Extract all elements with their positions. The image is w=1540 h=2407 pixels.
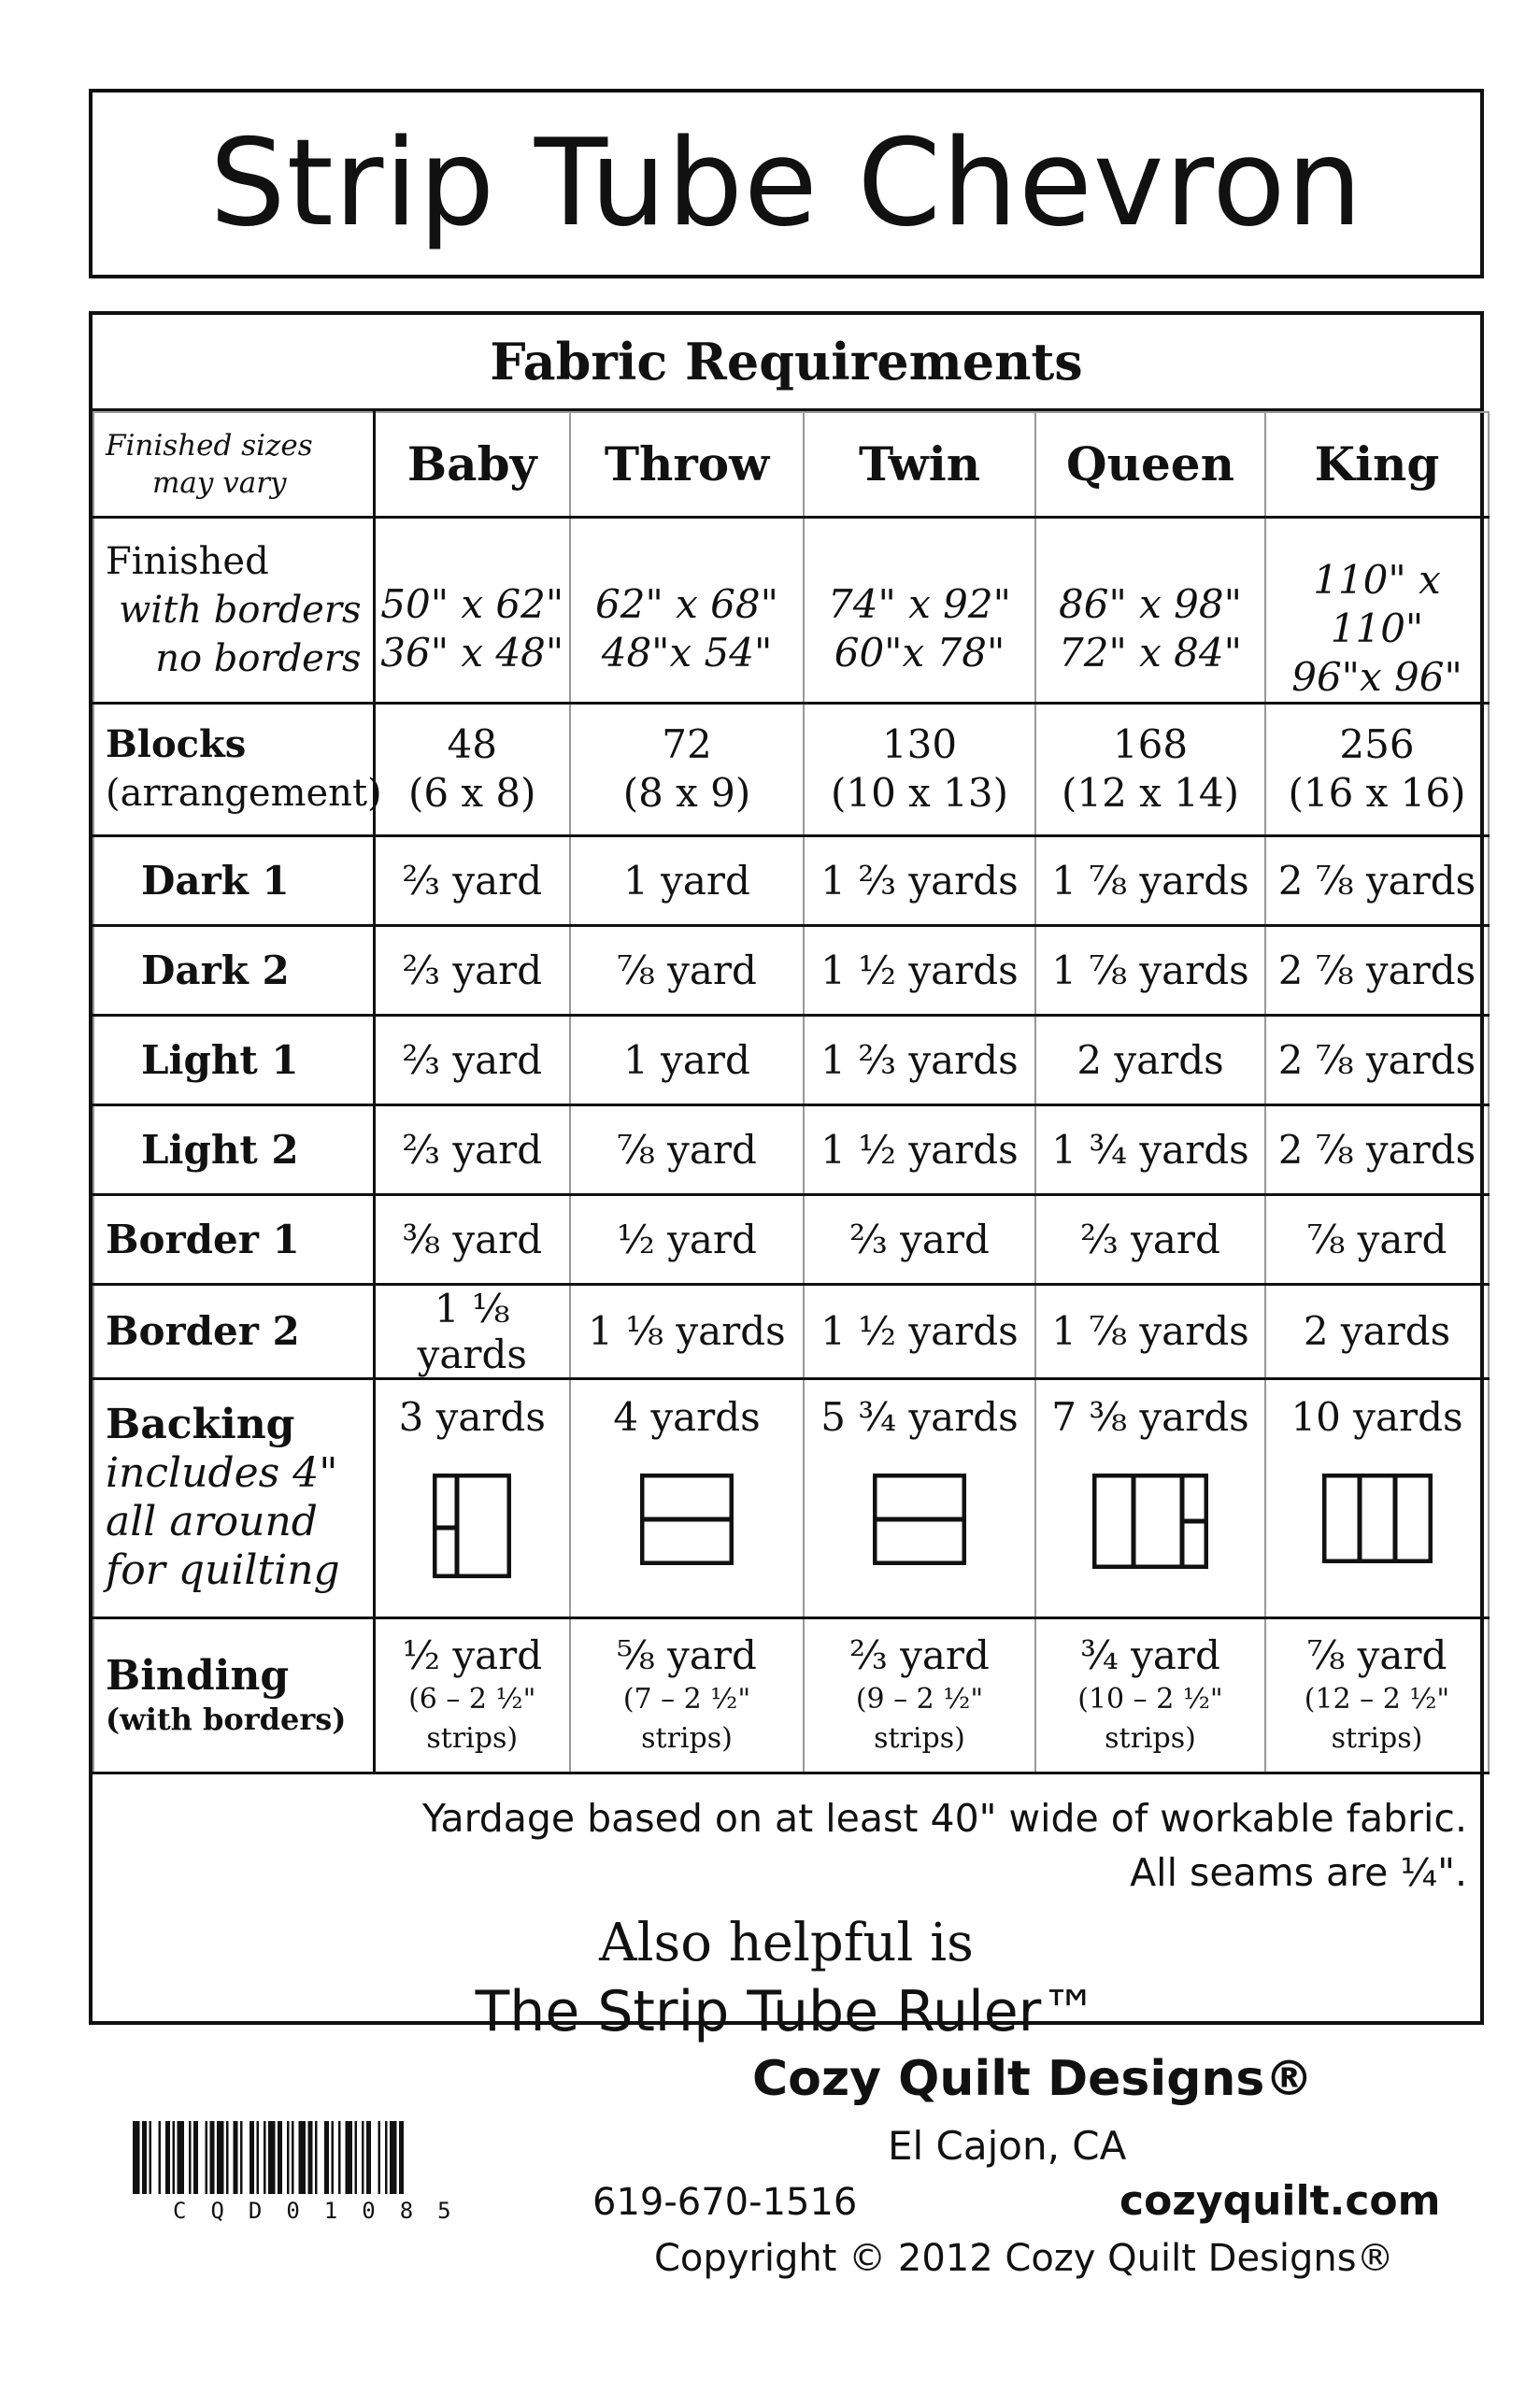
row-cell: ⅔ yard	[1035, 1194, 1265, 1284]
fabric-table	[93, 411, 1490, 1774]
row-cell: ⅔ yard	[374, 1104, 570, 1194]
row-cell: 1 yard	[570, 1015, 804, 1104]
barcode-bar	[287, 2121, 290, 2194]
barcode-bar	[324, 2121, 329, 2194]
row-label: Light 1	[93, 1015, 374, 1104]
binding-label: Binding (with borders)	[93, 1617, 374, 1773]
barcode-bar	[159, 2121, 162, 2194]
blocks-row	[93, 703, 1489, 835]
seams-note: All seams are ¼".	[1130, 1849, 1467, 1895]
size-header-king: King	[1265, 412, 1489, 517]
finished-label: Finished with borders no borders	[93, 517, 374, 703]
row-label: Border 2	[93, 1284, 374, 1378]
barcode-bar	[278, 2121, 282, 2194]
fabric-row-dark-2	[93, 925, 1489, 1015]
barcode-bar	[206, 2121, 208, 2194]
fabric-requirements-box	[89, 311, 1484, 2044]
barcode-bar	[173, 2121, 176, 2194]
finished-cell: 86" x 98" 72" x 84"	[1035, 517, 1265, 703]
strip-tube-ruler-text: The Strip Tube Ruler™	[475, 1978, 1098, 2044]
backing-diagram-icon	[433, 1474, 511, 1578]
backing-diagram-icon	[1092, 1474, 1208, 1569]
row-label: Border 1	[93, 1194, 374, 1284]
blocks-cell: 256 (16 x 16)	[1265, 703, 1489, 835]
barcode-bar	[150, 2121, 152, 2194]
backing-label: Backing includes 4" all around for quilting	[93, 1378, 374, 1617]
backing-cell: 4 yards	[570, 1378, 804, 1617]
barcode-bar	[399, 2121, 404, 2194]
company-phone: 619-670-1516	[592, 2181, 858, 2224]
finished-row	[93, 517, 1489, 703]
barcode-bar	[390, 2121, 397, 2194]
barcode-bar	[240, 2121, 243, 2194]
row-cell: 1 ½ yards	[804, 1104, 1035, 1194]
finished-cell: 74" x 92" 60"x 78"	[804, 517, 1035, 703]
row-cell: ½ yard	[570, 1194, 804, 1284]
row-cell: 1 ½ yards	[804, 925, 1035, 1015]
row-cell: 1 ¾ yards	[1035, 1104, 1265, 1194]
row-cell: 1 ⅔ yards	[804, 1015, 1035, 1104]
binding-cell: ½ yard (6 – 2 ½" strips)	[374, 1617, 570, 1773]
row-label: Dark 2	[93, 925, 374, 1015]
fabric-row-light-1	[93, 1015, 1489, 1104]
row-cell: 2 ⅞ yards	[1265, 925, 1489, 1015]
row-label: Light 2	[93, 1104, 374, 1194]
row-cell: ⅞ yard	[570, 1104, 804, 1194]
blocks-cell: 130 (10 x 13)	[804, 703, 1035, 835]
barcode-number: CQD01085	[173, 2198, 476, 2224]
barcode-bar	[226, 2121, 229, 2194]
fabric-row-border-1	[93, 1194, 1489, 1284]
row-cell: 1 yard	[570, 835, 804, 925]
binding-cell: ⅔ yard (9 – 2 ½" strips)	[804, 1617, 1035, 1773]
barcode-bar	[264, 2121, 266, 2194]
barcode-bar	[189, 2121, 192, 2194]
barcode-bar	[165, 2121, 170, 2194]
barcode-bar	[268, 2121, 276, 2194]
blocks-cell: 168 (12 x 14)	[1035, 703, 1265, 835]
finished-sizes-note: Finished sizes may vary	[93, 412, 374, 517]
fabric-requirements-heading: Fabric Requirements	[93, 315, 1480, 411]
blocks-label: Blocks (arrangement)	[93, 703, 374, 835]
barcode-bar	[308, 2121, 313, 2194]
binding-cell: ⅝ yard (7 – 2 ½" strips)	[570, 1617, 804, 1773]
backing-cell: 10 yards	[1265, 1378, 1489, 1617]
barcode-bar	[315, 2121, 318, 2194]
barcode-bar	[355, 2121, 358, 2194]
barcode-bar	[385, 2121, 388, 2194]
backing-cell: 3 yards	[374, 1378, 570, 1617]
row-cell: ⅜ yard	[374, 1194, 570, 1284]
blocks-cell: 48 (6 x 8)	[374, 703, 570, 835]
barcode-bar	[366, 2121, 371, 2194]
finished-cell: 110" x 110" 96"x 96"	[1265, 517, 1489, 703]
row-cell: 2 yards	[1265, 1284, 1489, 1378]
barcode-bar	[338, 2121, 341, 2194]
yardage-footnote	[93, 1774, 1480, 1900]
company-website: cozyquilt.com	[1119, 2177, 1441, 2225]
backing-cell: 7 ⅜ yards	[1035, 1378, 1265, 1617]
size-header-queen: Queen	[1035, 412, 1265, 517]
backing-diagram-icon	[1322, 1474, 1433, 1563]
row-cell: 2 yards	[1035, 1015, 1265, 1104]
barcode-bar	[133, 2121, 140, 2194]
size-header-throw: Throw	[570, 412, 804, 517]
backing-row	[93, 1378, 1489, 1617]
barcode-bar	[142, 2121, 147, 2194]
barcode-bar	[378, 2121, 381, 2194]
barcode-bar	[193, 2121, 198, 2194]
barcode-bar	[292, 2121, 294, 2194]
yardage-note: Yardage based on at least 40" wide of workable fabric.	[422, 1795, 1467, 1841]
row-cell: ⅞ yard	[570, 925, 804, 1015]
page-title: Strip Tube Chevron	[209, 114, 1363, 253]
copyright-text: Copyright © 2012 Cozy Quilt Designs®	[654, 2237, 1394, 2280]
barcode-bar	[234, 2121, 238, 2194]
finished-cell: 50" x 62" 36" x 48"	[374, 517, 570, 703]
barcode-bar	[346, 2121, 353, 2194]
row-cell: ⅔ yard	[374, 925, 570, 1015]
title-box	[89, 89, 1484, 278]
backing-diagram-icon	[640, 1474, 734, 1565]
row-cell: 1 ½ yards	[804, 1284, 1035, 1378]
row-cell: 1 ⅛ yards	[570, 1284, 804, 1378]
barcode-bar	[299, 2121, 307, 2194]
row-cell: 1 ⅛ yards	[374, 1284, 570, 1378]
barcode-bar	[257, 2121, 260, 2194]
size-header-baby: Baby	[374, 412, 570, 517]
finished-cell: 62" x 68" 48"x 54"	[570, 517, 804, 703]
row-cell: 1 ⅞ yards	[1035, 835, 1265, 925]
size-header-twin: Twin	[804, 412, 1035, 517]
row-cell: ⅔ yard	[374, 835, 570, 925]
row-label: Dark 1	[93, 835, 374, 925]
row-cell: 1 ⅞ yards	[1035, 1284, 1265, 1378]
barcode-bar	[250, 2121, 254, 2194]
company-city: El Cajon, CA	[888, 2123, 1127, 2169]
size-header-row	[93, 412, 1489, 517]
row-cell: 2 ⅞ yards	[1265, 1104, 1489, 1194]
binding-row	[93, 1617, 1489, 1773]
row-cell: ⅔ yard	[804, 1194, 1035, 1284]
barcode-bar	[217, 2121, 224, 2194]
fabric-row-border-2	[93, 1284, 1489, 1378]
row-cell: 1 ⅞ yards	[1035, 925, 1265, 1015]
row-cell: 2 ⅞ yards	[1265, 1015, 1489, 1104]
blocks-cell: 72 (8 x 9)	[570, 703, 804, 835]
also-helpful-text: Also helpful is	[599, 1912, 974, 1973]
backing-diagram-icon	[873, 1474, 966, 1565]
row-cell: 2 ⅞ yards	[1265, 835, 1489, 925]
barcode-bar	[178, 2121, 185, 2194]
row-cell: 1 ⅔ yards	[804, 835, 1035, 925]
barcode-bar	[210, 2121, 215, 2194]
binding-cell: ¾ yard (10 – 2 ½" strips)	[1035, 1617, 1265, 1773]
binding-cell: ⅞ yard (12 – 2 ½" strips)	[1265, 1617, 1489, 1773]
barcode-bar	[332, 2121, 335, 2194]
backing-cell: 5 ¾ yards	[804, 1378, 1035, 1617]
fabric-row-light-2	[93, 1104, 1489, 1194]
barcode-bar	[362, 2121, 364, 2194]
fabric-row-dark-1	[93, 835, 1489, 925]
row-cell: ⅞ yard	[1265, 1194, 1489, 1284]
company-name: Cozy Quilt Designs®	[752, 2051, 1314, 2107]
row-cell: ⅔ yard	[374, 1015, 570, 1104]
